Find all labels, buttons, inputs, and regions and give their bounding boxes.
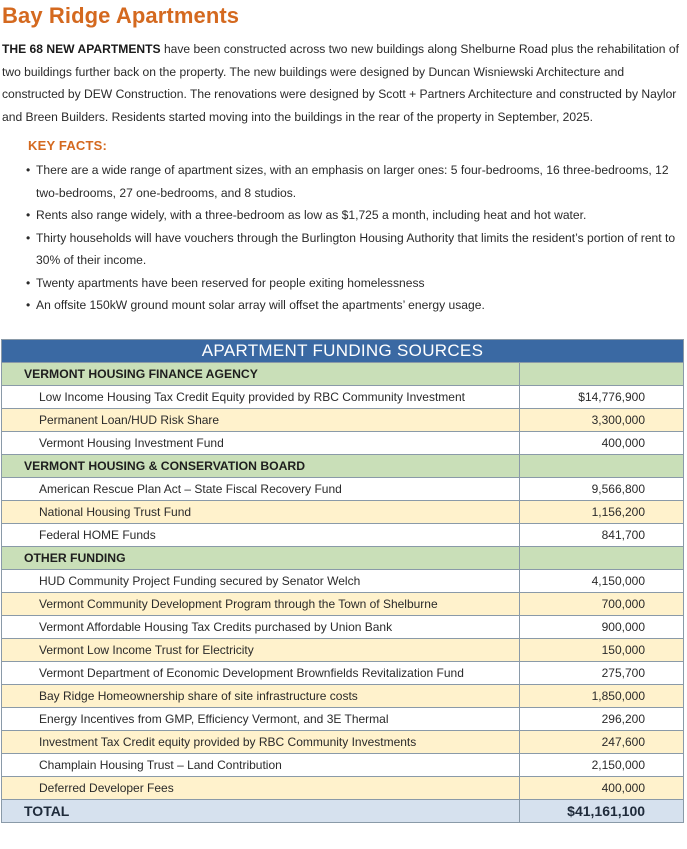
section-amount-cell <box>520 455 684 478</box>
funding-amount: 400,000 <box>520 432 684 455</box>
total-label: TOTAL <box>2 800 520 823</box>
funding-label: Champlain Housing Trust – Land Contribution <box>2 754 520 777</box>
funding-label: Energy Incentives from GMP, Efficiency Vermont, and 3E Thermal <box>2 708 520 731</box>
section-row-vhcb <box>2 455 684 478</box>
key-fact-item <box>26 227 686 272</box>
funding-amount: 1,156,200 <box>520 501 684 524</box>
table-row <box>2 409 684 432</box>
key-fact-item <box>26 204 686 227</box>
section-row-vhfa <box>2 363 684 386</box>
table-row <box>2 662 684 685</box>
funding-amount: 150,000 <box>520 639 684 662</box>
key-facts-heading: KEY FACTS: <box>28 138 108 153</box>
funding-label: Deferred Developer Fees <box>2 777 520 800</box>
funding-amount: 9,566,800 <box>520 478 684 501</box>
funding-amount: 296,200 <box>520 708 684 731</box>
bullet-icon: • <box>26 208 31 222</box>
bullet-icon: • <box>26 298 31 312</box>
table-row <box>2 570 684 593</box>
table-row <box>2 639 684 662</box>
funding-sources-table <box>1 339 684 823</box>
funding-amount: 2,150,000 <box>520 754 684 777</box>
key-facts-list <box>26 159 686 317</box>
funding-label: Vermont Community Development Program through the Town of Shelburne <box>2 593 520 616</box>
section-amount-cell <box>520 547 684 570</box>
funding-amount: 900,000 <box>520 616 684 639</box>
funding-amount: 400,000 <box>520 777 684 800</box>
funding-label: American Rescue Plan Act – State Fiscal Recovery Fund <box>2 478 520 501</box>
funding-amount: 275,700 <box>520 662 684 685</box>
funding-label: Bay Ridge Homeownership share of site infrastructure costs <box>2 685 520 708</box>
funding-amount: 4,150,000 <box>520 570 684 593</box>
funding-label: Vermont Low Income Trust for Electricity <box>2 639 520 662</box>
funding-amount: 1,850,000 <box>520 685 684 708</box>
section-name: OTHER FUNDING <box>2 547 520 570</box>
key-fact-text: Rents also range widely, with a three-bedroom as low as $1,725 a month, including heat and hot water. <box>36 208 587 222</box>
table-row <box>2 501 684 524</box>
bullet-icon: • <box>26 230 31 245</box>
funding-amount: 247,600 <box>520 731 684 754</box>
table-row <box>2 478 684 501</box>
funding-label: Permanent Loan/HUD Risk Share <box>2 409 520 432</box>
funding-label: National Housing Trust Fund <box>2 501 520 524</box>
funding-label: HUD Community Project Funding secured by Senator Welch <box>2 570 520 593</box>
funding-label: Vermont Department of Economic Development Brownfields Revitalization Fund <box>2 662 520 685</box>
key-fact-item <box>26 272 686 295</box>
intro-paragraph <box>2 38 685 128</box>
funding-amount: 700,000 <box>520 593 684 616</box>
funding-label: Low Income Housing Tax Credit Equity provided by RBC Community Investment <box>2 386 520 409</box>
table-row <box>2 777 684 800</box>
bullet-icon: • <box>26 163 31 177</box>
section-row-other <box>2 547 684 570</box>
bullet-icon: • <box>26 275 31 290</box>
table-row <box>2 616 684 639</box>
table-row <box>2 524 684 547</box>
table-header-title: APARTMENT FUNDING SOURCES <box>2 340 684 363</box>
funding-amount: $14,776,900 <box>520 386 684 409</box>
total-row <box>2 800 684 823</box>
total-amount: $41,161,100 <box>520 800 684 823</box>
intro-lead: THE 68 NEW APARTMENTS <box>2 42 161 56</box>
key-fact-item <box>26 294 686 317</box>
key-fact-item <box>26 159 686 204</box>
table-row <box>2 386 684 409</box>
funding-label: Vermont Affordable Housing Tax Credits purchased by Union Bank <box>2 616 520 639</box>
page-title: Bay Ridge Apartments <box>2 3 240 28</box>
funding-label: Federal HOME Funds <box>2 524 520 547</box>
funding-amount: 3,300,000 <box>520 409 684 432</box>
table-row <box>2 593 684 616</box>
table-row <box>2 432 684 455</box>
key-fact-text: Twenty apartments have been reserved for people exiting homelessness <box>36 275 425 290</box>
table-row <box>2 685 684 708</box>
section-amount-cell <box>520 363 684 386</box>
section-name: VERMONT HOUSING FINANCE AGENCY <box>2 363 520 386</box>
table-header-row <box>2 340 684 363</box>
funding-amount: 841,700 <box>520 524 684 547</box>
funding-label: Vermont Housing Investment Fund <box>2 432 520 455</box>
key-fact-text: Thirty households will have vouchers through the Burlington Housing Authority that limits the resident’s portion of rent to 30% of their income. <box>36 230 676 267</box>
table-row <box>2 731 684 754</box>
intro-text: have been constructed across two new buildings along Shelburne Road plus the rehabilitation of two buildings further back on the property. The new buildings were designed by Duncan Wisniewski Architecture and constructed by DEW Construction. The renovations were designed by Scott + Partners Architecture and constructed by Naylor and Breen Builders. Residents started moving into the buildings in the rear of the property in September, 2025. <box>2 42 679 124</box>
section-name: VERMONT HOUSING & CONSERVATION BOARD <box>2 455 520 478</box>
key-fact-text: There are a wide range of apartment sizes, with an emphasis on larger ones: 5 four-bedrooms, 16 three-bedrooms, 12 two-bedrooms, 27 one-bedrooms, and 8 studios. <box>36 163 669 200</box>
key-fact-text: An offsite 150kW ground mount solar array will offset the apartments’ energy usage. <box>36 298 485 312</box>
funding-label: Investment Tax Credit equity provided by RBC Community Investments <box>2 731 520 754</box>
table-row <box>2 708 684 731</box>
table-row <box>2 754 684 777</box>
